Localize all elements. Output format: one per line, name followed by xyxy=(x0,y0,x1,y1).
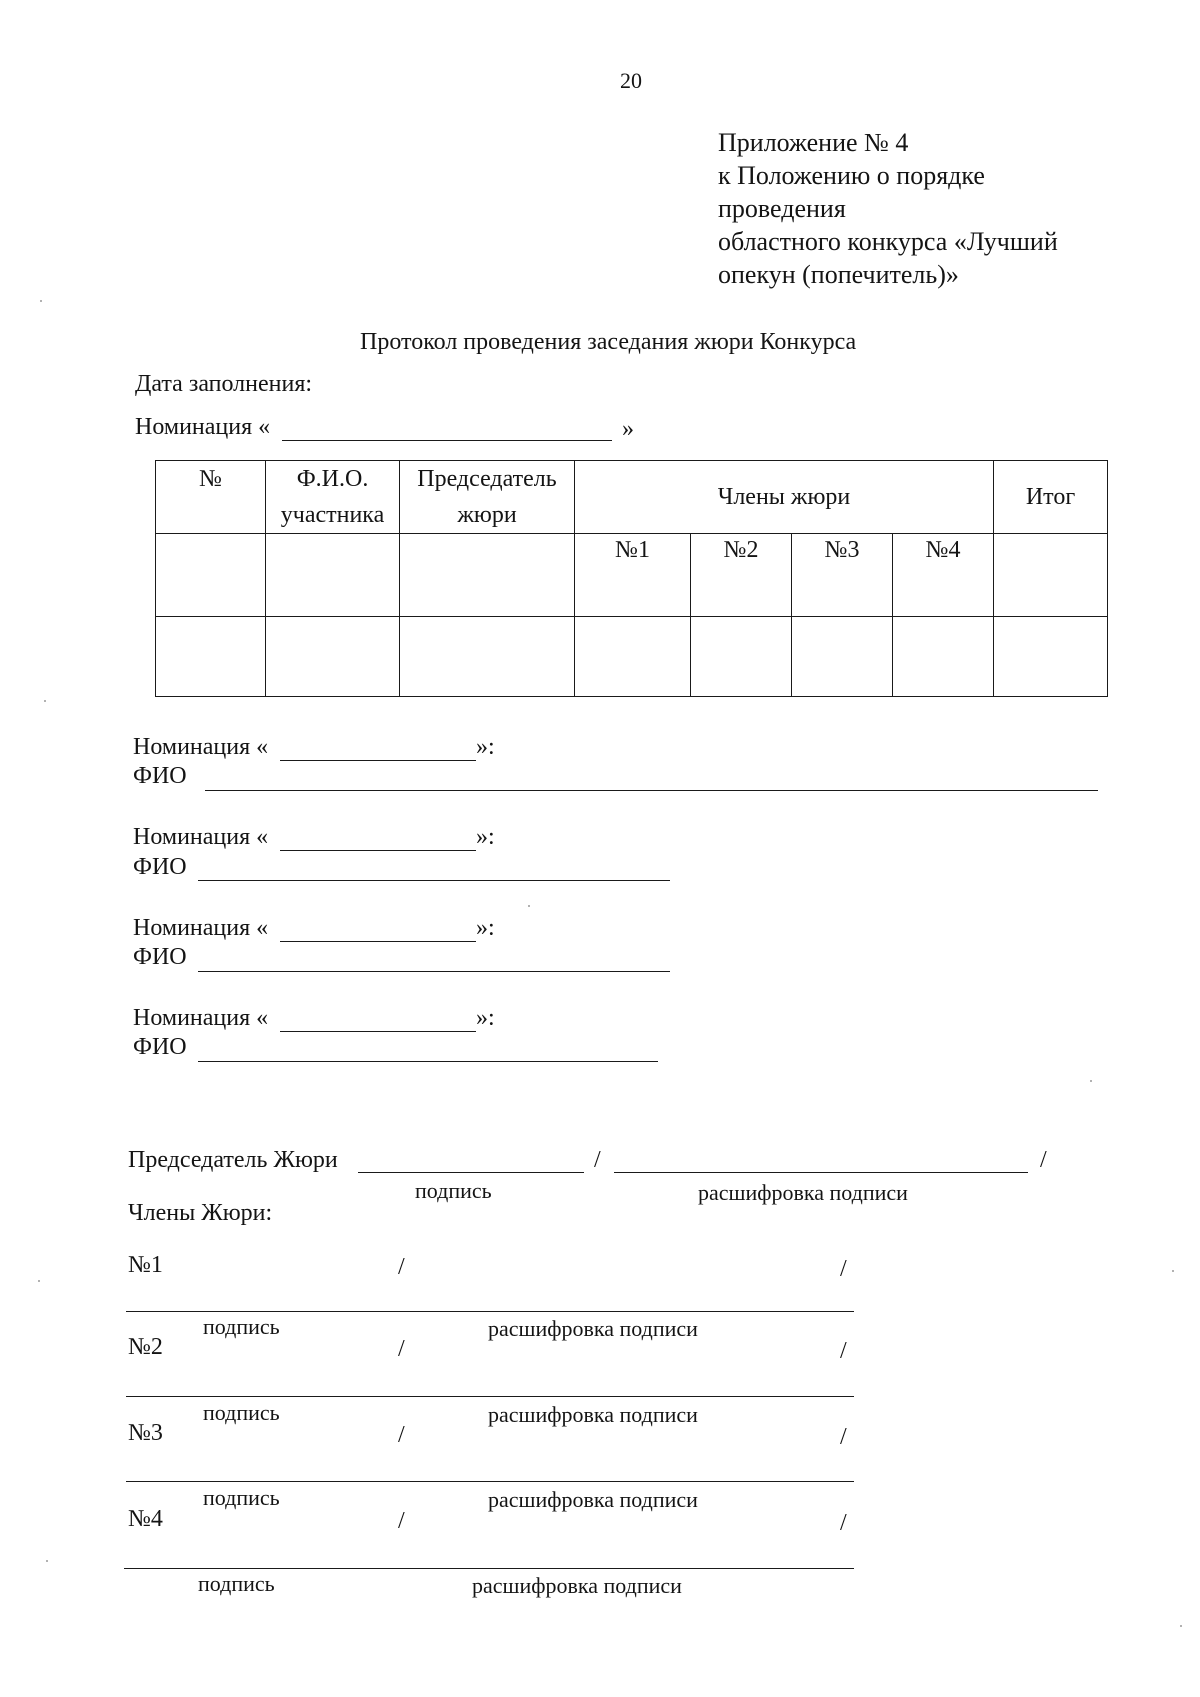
member-decode-caption: расшифровка подписи xyxy=(472,1573,682,1598)
member-3-label: №3 xyxy=(824,537,860,563)
header-chair xyxy=(400,461,575,534)
nomination-open: Номинация « xyxy=(133,915,269,941)
cell-chair[interactable] xyxy=(400,617,575,697)
member-sign-line[interactable] xyxy=(124,1568,854,1569)
chairman-decode-caption: расшифровка подписи xyxy=(698,1180,908,1205)
fio-label: ФИО xyxy=(133,1034,187,1060)
member-sign-caption: подпись xyxy=(203,1400,280,1425)
member-decode-caption: расшифровка подписи xyxy=(488,1402,698,1427)
member-number: №3 xyxy=(128,1420,163,1446)
member-slash-end: / xyxy=(840,1510,847,1536)
chairman-slash: / xyxy=(594,1147,601,1173)
chairman-sign-line[interactable] xyxy=(358,1172,584,1173)
header-chair-line1: Председатель xyxy=(417,466,557,492)
nomination-label xyxy=(135,413,270,441)
scan-speck xyxy=(40,300,42,302)
nomination-close: » xyxy=(622,416,634,442)
nomination-open: Номинация « xyxy=(135,414,271,440)
document-title: Протокол проведения заседания жюри Конкурса xyxy=(360,329,857,355)
cell-member-2[interactable] xyxy=(691,534,792,617)
member-number: №1 xyxy=(128,1252,163,1278)
header-fio-line1: Ф.И.О. xyxy=(296,466,369,492)
header-chair-line2: жюри xyxy=(457,502,517,528)
member-slash: / xyxy=(398,1254,405,1280)
chairman-label: Председатель Жюри xyxy=(128,1147,338,1173)
cell-fio[interactable] xyxy=(266,617,400,697)
member-number: №2 xyxy=(128,1334,163,1360)
cell-member-1[interactable] xyxy=(575,534,691,617)
header-number-text: № xyxy=(199,466,222,492)
header-total: Итог xyxy=(994,461,1108,534)
chairman-sign-caption: подпись xyxy=(415,1178,492,1203)
member-sign-line[interactable] xyxy=(126,1396,854,1397)
table-header-row xyxy=(156,461,1108,534)
appendix-line: проведения xyxy=(718,194,846,223)
appendix-line: Приложение № 4 xyxy=(718,128,909,157)
cell-chair[interactable] xyxy=(400,534,575,617)
scan-speck xyxy=(1090,1080,1092,1082)
appendix-line: областного конкурса «Лучший xyxy=(718,227,1058,256)
table-row xyxy=(156,617,1108,697)
cell-member-3[interactable] xyxy=(792,617,893,697)
nomination-close: »: xyxy=(476,824,495,850)
member-slash-end: / xyxy=(840,1256,847,1282)
nomination-close: »: xyxy=(476,734,495,760)
header-members: Члены жюри xyxy=(575,461,994,534)
member-slash: / xyxy=(398,1508,405,1534)
cell-member-4[interactable] xyxy=(893,534,994,617)
appendix-line: к Положению о порядке xyxy=(718,161,985,190)
member-sign-line[interactable] xyxy=(126,1311,854,1312)
scan-speck xyxy=(1172,1270,1174,1272)
member-slash: / xyxy=(398,1422,405,1448)
chairman-slash-end: / xyxy=(1040,1147,1047,1173)
member-decode-caption: расшифровка подписи xyxy=(488,1316,698,1341)
member-decode-caption: расшифровка подписи xyxy=(488,1487,698,1512)
scan-speck xyxy=(528,905,530,907)
member-slash-end: / xyxy=(840,1338,847,1364)
nomination-blank-line[interactable] xyxy=(280,850,476,851)
member-1-label: №1 xyxy=(615,537,650,563)
header-fio-line2: участника xyxy=(280,502,385,528)
cell-member-2[interactable] xyxy=(691,617,792,697)
nomination-open: Номинация « xyxy=(133,734,269,760)
header-fio xyxy=(266,461,400,534)
members-label: Члены Жюри: xyxy=(128,1200,273,1226)
nomination-open: Номинация « xyxy=(133,1005,269,1031)
nomination-blank-line[interactable] xyxy=(280,1031,476,1032)
member-sign-caption: подпись xyxy=(198,1571,275,1596)
nomination-blank-line[interactable] xyxy=(280,760,476,761)
nomination-close: »: xyxy=(476,1005,495,1031)
cell-number[interactable] xyxy=(156,617,266,697)
member-slash-end: / xyxy=(840,1424,847,1450)
fio-label: ФИО xyxy=(133,854,187,880)
fio-blank-line[interactable] xyxy=(198,880,670,881)
fio-blank-line[interactable] xyxy=(198,1061,658,1062)
table-row xyxy=(156,534,1108,617)
member-number: №4 xyxy=(128,1506,163,1532)
fio-blank-line[interactable] xyxy=(205,790,1098,791)
cell-number[interactable] xyxy=(156,534,266,617)
fio-label: ФИО xyxy=(133,944,187,970)
chairman-decode-line[interactable] xyxy=(614,1172,1028,1173)
cell-total[interactable] xyxy=(994,617,1108,697)
cell-member-1[interactable] xyxy=(575,617,691,697)
nomination-close: »: xyxy=(476,915,495,941)
header-number xyxy=(156,461,266,534)
date-label: Дата заполнения: xyxy=(135,371,313,397)
member-4-label: №4 xyxy=(925,537,961,563)
page-number: 20 xyxy=(620,68,642,93)
member-sign-caption: подпись xyxy=(203,1314,280,1339)
member-sign-line[interactable] xyxy=(126,1481,854,1482)
cell-total[interactable] xyxy=(994,534,1108,617)
nomination-blank-line[interactable] xyxy=(280,941,476,942)
fio-label: ФИО xyxy=(133,763,187,789)
member-sign-caption: подпись xyxy=(203,1485,280,1510)
scan-speck xyxy=(38,1280,40,1282)
scan-speck xyxy=(44,700,46,702)
cell-fio[interactable] xyxy=(266,534,400,617)
jury-table xyxy=(155,460,1108,697)
cell-member-3[interactable] xyxy=(792,534,893,617)
scan-speck xyxy=(46,1560,48,1562)
nomination-open: Номинация « xyxy=(133,824,269,850)
nomination-blank-line[interactable] xyxy=(282,440,612,441)
member-slash: / xyxy=(398,1336,405,1362)
appendix-line: опекун (попечитель)» xyxy=(718,260,959,289)
cell-member-4[interactable] xyxy=(893,617,994,697)
member-2-label: №2 xyxy=(723,537,759,563)
fio-blank-line[interactable] xyxy=(198,971,670,972)
scan-speck xyxy=(1180,1625,1182,1627)
